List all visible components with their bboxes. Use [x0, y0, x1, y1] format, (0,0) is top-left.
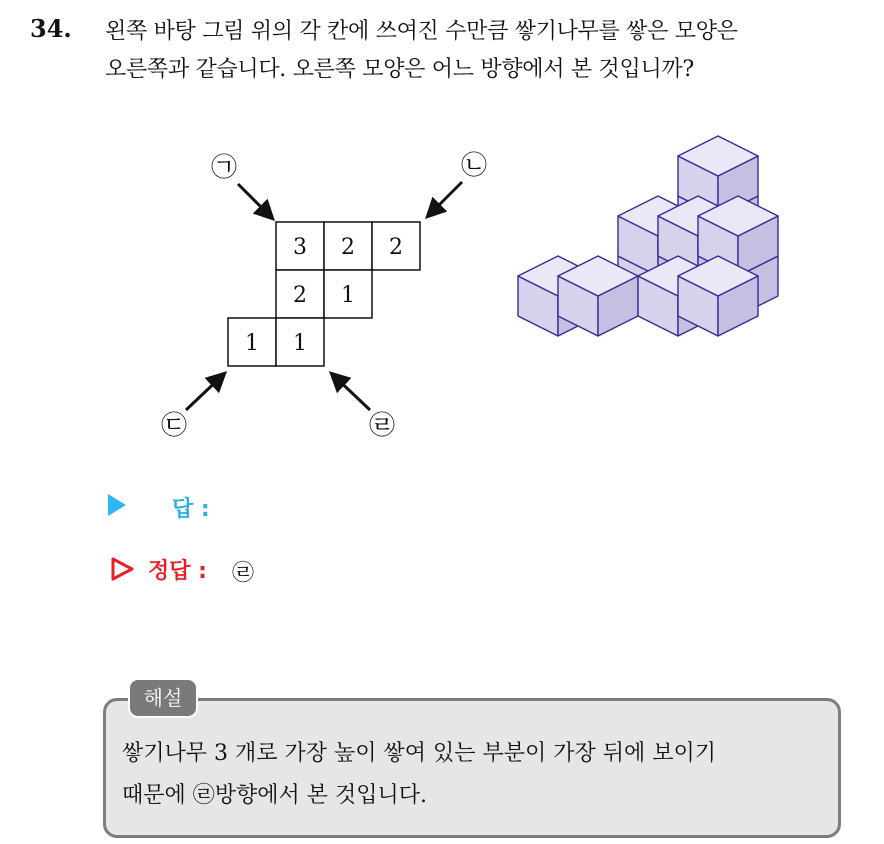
- grid-number: 2: [293, 283, 307, 308]
- explanation-text-line-1: 쌓기나무 3 개로 가장 높이 쌓여 있는 부분이 가장 뒤에 보이기: [122, 741, 716, 766]
- grid-number: 2: [341, 235, 355, 260]
- answer-label: 답 :: [172, 497, 210, 522]
- question-number: 34.: [30, 14, 72, 43]
- question-text-line-2: 오른쪽과 같습니다. 오른쪽 모양은 어느 방향에서 본 것입니까?: [105, 57, 694, 82]
- question-text-line-1: 왼쪽 바탕 그림 위의 각 칸에 쓰여진 수만큼 쌓기나무를 쌓은 모양은: [105, 19, 738, 44]
- grid-number: 2: [389, 235, 403, 260]
- explanation-text-line-2: 때문에 ㉣방향에서 본 것입니다.: [122, 783, 427, 808]
- correct-answer-value: ㉣: [232, 561, 255, 586]
- explanation-tab: 해설: [128, 678, 198, 718]
- grid-number: 1: [245, 331, 259, 356]
- grid-number: 1: [293, 331, 307, 356]
- direction-label-d: ㉣: [368, 411, 396, 441]
- direction-label-c: ㉢: [160, 411, 188, 441]
- explanation-box: [103, 698, 841, 838]
- stacked-cubes: [518, 136, 778, 336]
- direction-label-a: ㉠: [210, 153, 238, 183]
- grid-number: 1: [341, 283, 355, 308]
- direction-arrow-b: [428, 182, 462, 216]
- direction-arrow-a: [238, 184, 272, 218]
- grid-number: 3: [293, 235, 307, 260]
- correct-answer-arrow-icon: [110, 556, 136, 582]
- direction-label-b: ㉡: [460, 151, 488, 181]
- answer-arrow-icon: [108, 494, 126, 516]
- direction-arrow-d: [332, 374, 370, 410]
- direction-arrow-c: [186, 374, 224, 410]
- correct-answer-label: 정답 :: [148, 559, 207, 584]
